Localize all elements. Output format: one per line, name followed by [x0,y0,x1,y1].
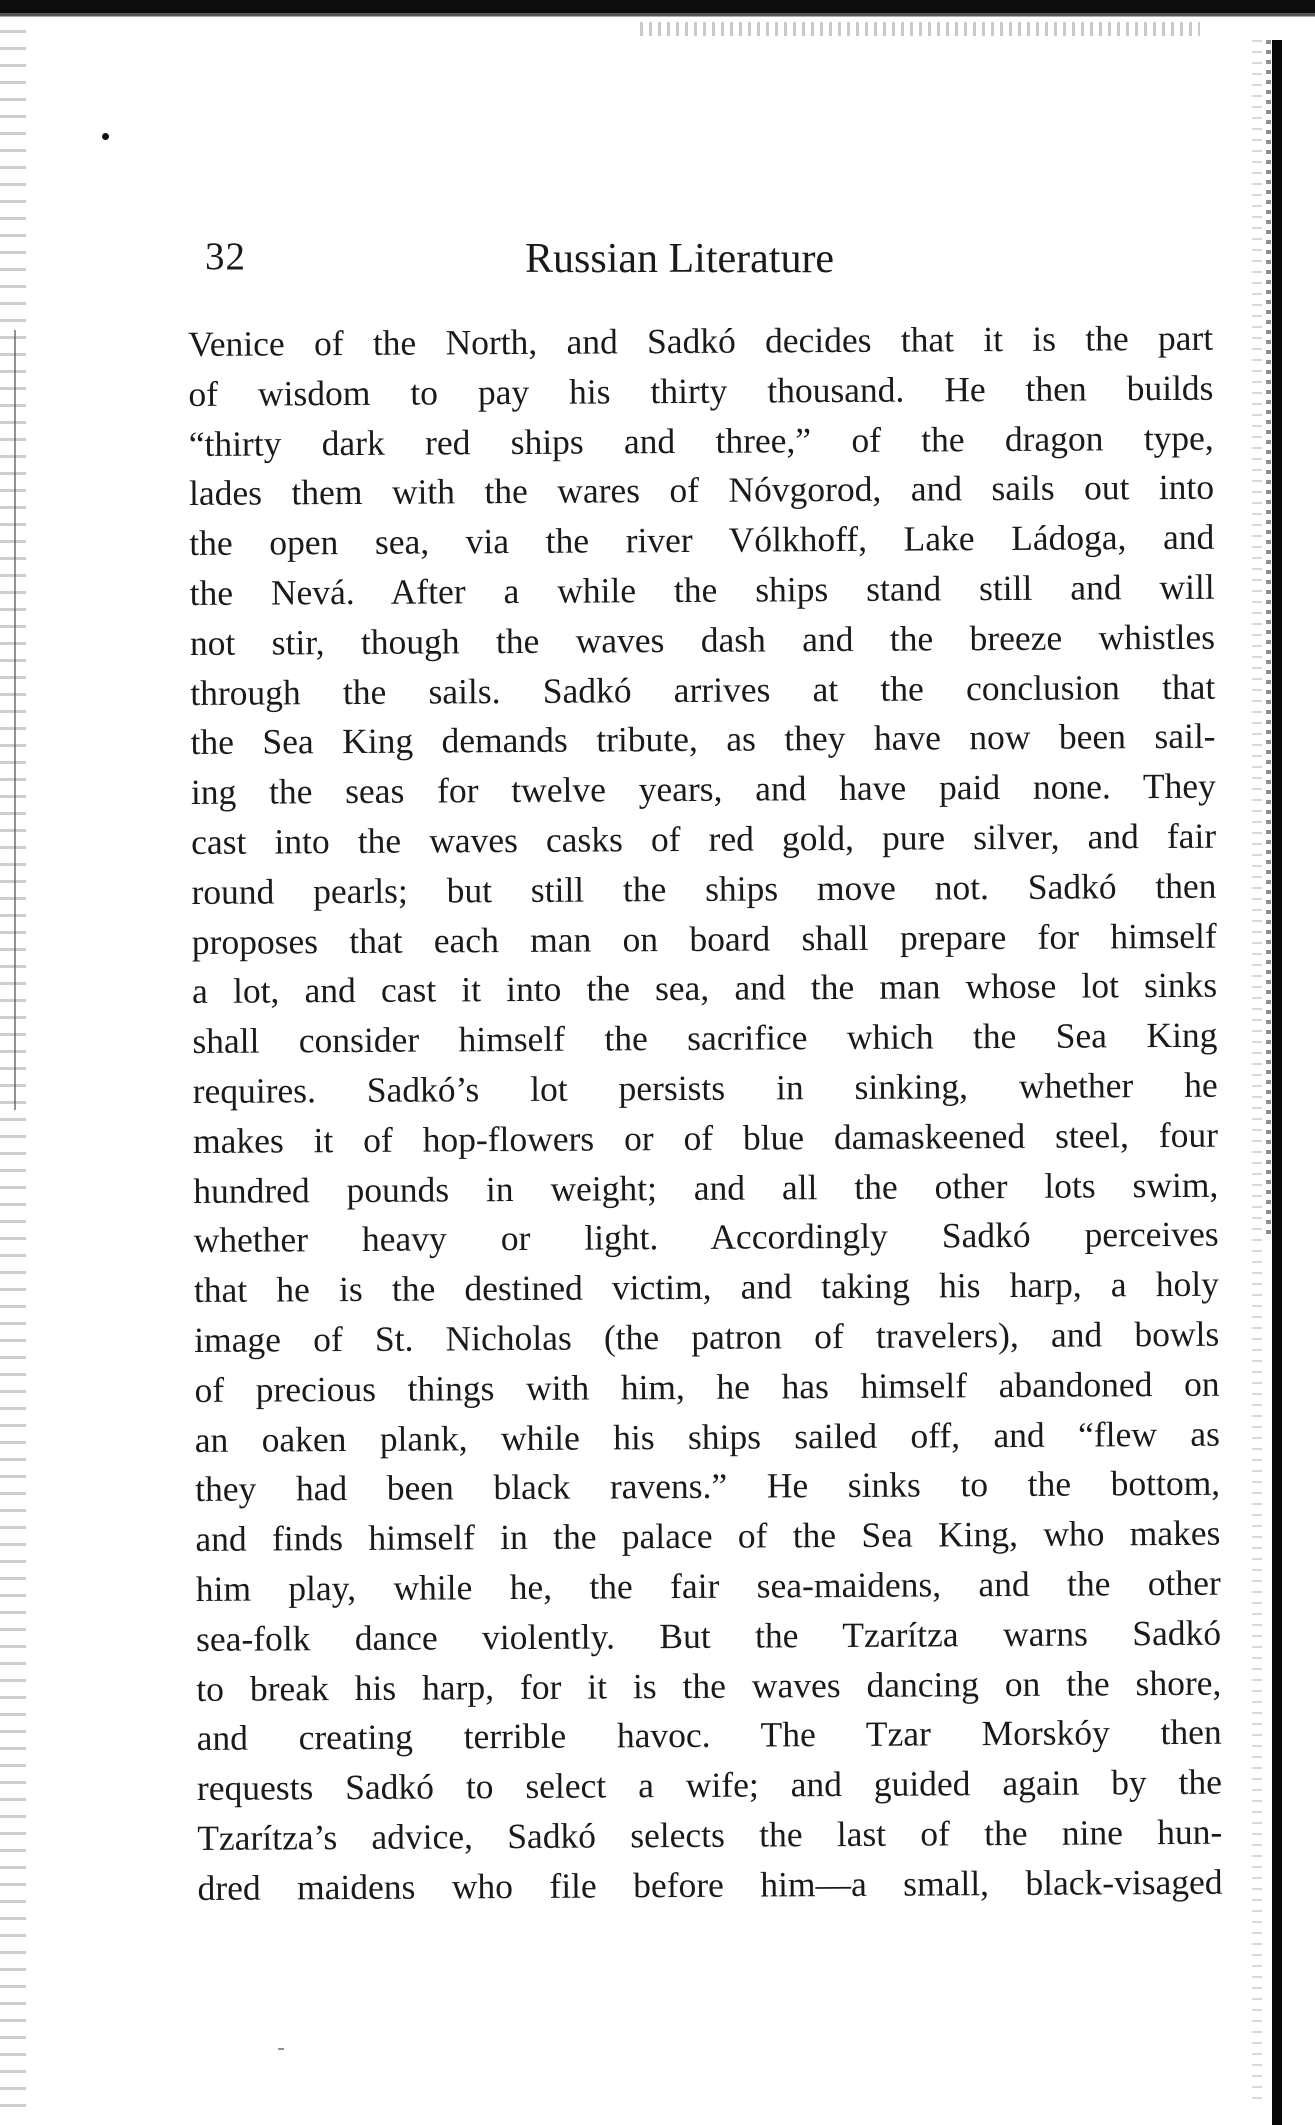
page-number: 32 [205,235,246,278]
scan-speck [278,2048,284,2050]
text-line: and creating terrible havoc. The Tzar Morskóy then [196,1712,1222,1759]
page-header [205,232,905,290]
text-line: Venice of the North, and Sadkó decides that it is the part [188,317,1214,364]
text-line: shall consider himself the sacrifice which the Sea King [192,1014,1218,1062]
text-line: hundred pounds in weight; and all the other lots swim, [193,1164,1219,1211]
text-line: Tzarítza’s advice, Sadkó selects the last of the nine hun- [197,1811,1223,1858]
text-line: proposes that each man on board shall prepare for himself [191,915,1217,962]
left-binding-line [14,330,16,1110]
text-line: requires. Sadkó’s lot persists in sinking, whether he [192,1064,1218,1111]
text-line: cast into the waves casks of red gold, pure silver, and fair [191,815,1217,862]
text-line: makes it of hop-flowers or of blue damaskeened steel, four [192,1114,1219,1161]
text-line: the Nevá. After a while the ships stand still and will [189,566,1215,613]
left-scan-edge [0,30,26,2110]
text-line: sea-folk dance violently. But the Tzarítza warns Sadkó [195,1612,1222,1659]
text-line: not stir, though the waves dash and the breeze whistles [189,616,1216,663]
right-scan-edge [1272,40,1282,2125]
text-line: the open sea, via the river Vólkhoff, Lake Ládoga, and [189,516,1215,564]
text-line: image of St. Nicholas (the patron of travelers), and bowls [194,1313,1220,1360]
text-line: the Sea King demands tribute, as they have now been sail- [190,716,1216,763]
right-scan-noise [1252,40,1262,2100]
text-line: an oaken plank, while his ships sailed off, and “flew as [194,1413,1220,1460]
body-text [188,314,1223,1914]
text-line: and finds himself in the palace of the Sea King, who makes [195,1512,1221,1560]
top-scan-edge [0,0,1315,22]
text-line: “thirty dark red ships and three,” of the dragon type, [188,417,1214,464]
text-line: that he is the destined victim, and taking his harp, a holy [193,1263,1220,1311]
text-line: requests Sadkó to select a wife; and guided again by the [196,1761,1223,1809]
text-line: dred maidens who file before him—a small, black-visaged [197,1861,1223,1908]
text-line: a lot, and cast it into the sea, and the man whose lot sinks [191,965,1218,1012]
text-line: whether heavy or light. Accordingly Sadkó perceives [193,1214,1219,1261]
text-line: lades them with the wares of Nóvgorod, and sails out into [188,467,1215,514]
text-line: to break his harp, for it is the waves dancing on the shore, [196,1662,1222,1709]
text-line: of wisdom to pay his thirty thousand. He then builds [188,367,1214,414]
text-line: through the sails. Sadkó arrives at the conclusion that [190,666,1216,713]
right-scan-edge-detail [1266,40,1271,1240]
text-line: ing the seas for twelve years, and have paid none. They [190,765,1216,813]
top-scan-noise [640,22,1200,36]
scan-speck [102,133,109,140]
running-title: Russian Literature [525,236,835,282]
text-line: they had been black ravens.” He sinks to the bottom, [195,1463,1221,1510]
text-line: round pearls; but still the ships move not. Sadkó then [191,865,1217,912]
text-line: him play, while he, the fair sea-maidens, and the other [195,1562,1221,1609]
text-line: of precious things with him, he has himself abandoned on [194,1363,1220,1410]
